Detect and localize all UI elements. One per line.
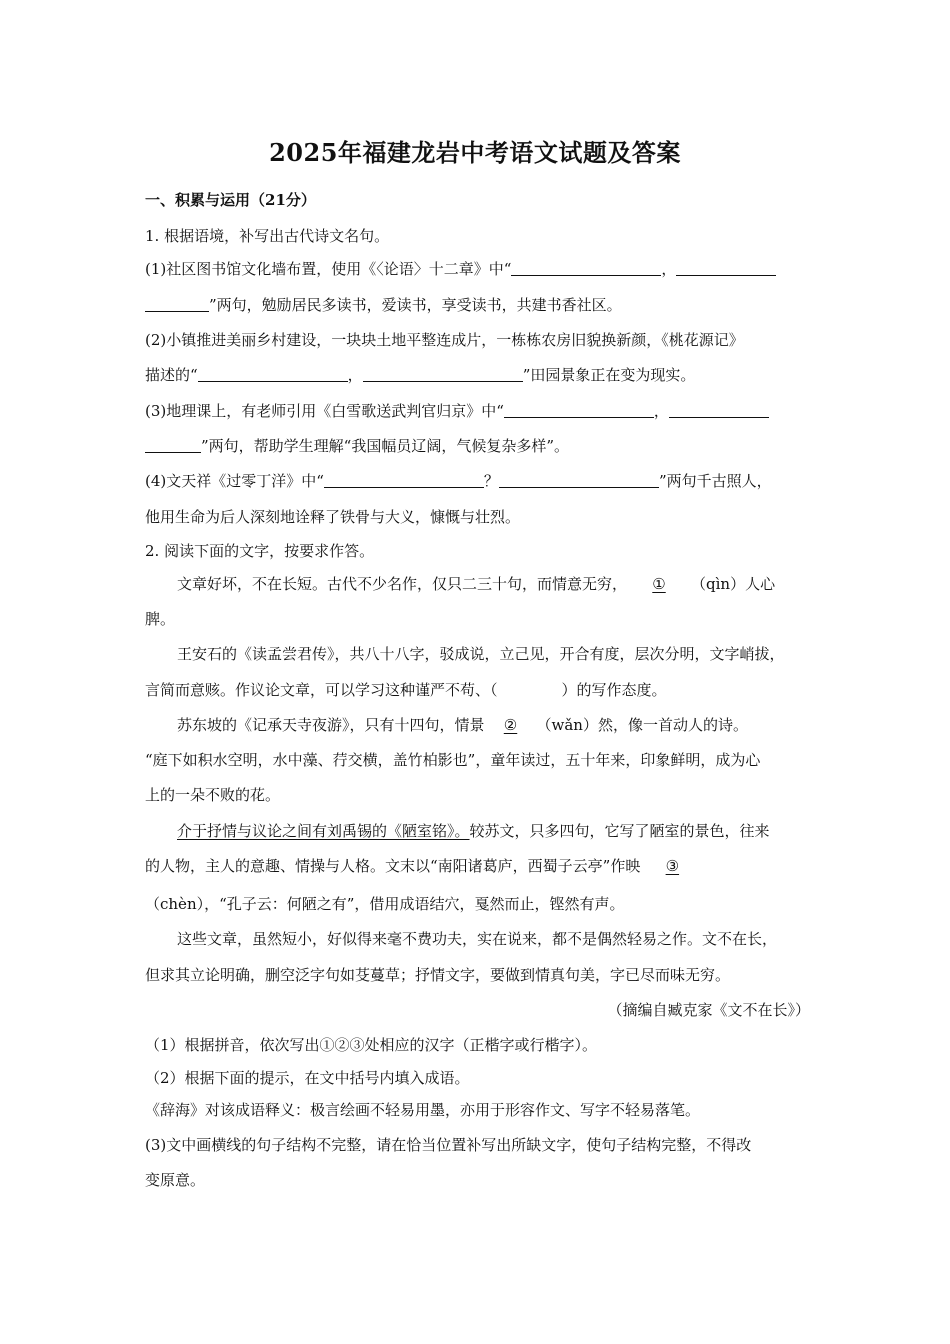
comma: ，	[653, 402, 669, 420]
comma: ，	[661, 260, 677, 278]
q1-item4-line1	[145, 470, 810, 492]
answer-blank[interactable]	[145, 295, 209, 312]
q2-sub3-line2: 变原意。	[145, 1171, 206, 1189]
q1-item3-text: (3)地理课上，有老师引用《白雪歌送武判官归京》中“	[145, 402, 504, 420]
question-mark: ？	[483, 472, 499, 490]
q2-stem: 2. 阅读下面的文字，按要求作答。	[145, 542, 375, 560]
blank-marker-2[interactable]: ②	[503, 716, 518, 734]
answer-blank[interactable]	[504, 401, 654, 418]
q2-sub3-line1: (3)文中画横线的句子结构不完整，请在恰当位置补写出所缺文字，使句子结构完整，不得改	[145, 1136, 752, 1154]
passage-text: 苏东坡的《记承天寺夜游》，只有十四句，情景	[177, 716, 485, 734]
q1-item3-line1	[145, 400, 810, 422]
answer-blank[interactable]	[499, 471, 659, 488]
passage-para4-line2	[145, 855, 810, 877]
blank-marker-1[interactable]: ①	[652, 575, 666, 593]
q1-item1-line2	[145, 294, 810, 316]
passage-para1-line2: 脾。	[145, 610, 176, 628]
answer-blank[interactable]	[511, 259, 661, 276]
answer-blank[interactable]	[145, 436, 201, 453]
passage-text: 文章好坏，不在长短。古代不少名作，仅只二三十句，而情意无穷，	[177, 575, 628, 593]
answer-blank[interactable]	[198, 365, 348, 382]
page-title: 2025年福建龙岩中考语文试题及答案	[269, 138, 681, 167]
underlined-sentence: 介于抒情与议论之间有刘禹锡的《陋室铭》。	[177, 822, 470, 840]
q1-item1-line1	[145, 258, 810, 280]
passage-text: 的人物，主人的意趣、情操与人格。文末以“南阳诸葛庐，西蜀子云亭”作映	[145, 857, 641, 875]
passage-para5-line1: 这些文章，虽然短小，好似得来毫不费功夫，实在说来，都不是偶然轻易之作。文不在长，	[177, 930, 778, 948]
section-heading: 一、积累与运用（21分）	[145, 191, 316, 209]
comma: ，	[347, 366, 363, 384]
q2-sub2-hint: 《辞海》对该成语释义：极言绘画不轻易用墨，亦用于形容作文、写字不轻易落笔。	[145, 1101, 701, 1119]
passage-para1-line1	[145, 573, 810, 595]
q1-item4-text-end: ”两句千古照人，	[658, 472, 772, 490]
q1-item1-text: (1)社区图书馆文化墙布置，使用《〈论语〉十二章》中“	[145, 260, 512, 278]
q1-item1-text-end: ”两句，勉励居民多读书，爱读书，享受读书，共建书香社区。	[209, 296, 622, 314]
passage-para2-line1: 王安石的《读孟尝君传》，共八十八字，驳成说，立己见，开合有度，层次分明，文字峭拔，	[177, 645, 785, 663]
passage-source: （摘编自臧克家《文不在长》）	[607, 1001, 810, 1019]
passage-text: ）的写作态度。	[561, 681, 667, 699]
passage-para3-line2: “庭下如积水空明，水中藻、荇交横，盖竹柏影也”，童年读过，五十年来，印象鲜明，成为心	[145, 751, 761, 769]
q1-item2-text-end: ”田园景象正在变为现实。	[522, 366, 696, 384]
q1-item2-text: 描述的“	[145, 366, 198, 384]
pinyin-hint: （qìn）人心	[691, 575, 776, 593]
q1-item3-line2	[145, 435, 810, 457]
answer-blank[interactable]	[324, 471, 484, 488]
q1-item2-line1: (2)小镇推进美丽乡村建设，一块块土地平整连成片，一栋栋农房旧貌换新颜，《桃花源记》	[145, 331, 744, 349]
answer-blank[interactable]	[669, 401, 769, 418]
q1-stem: 1. 根据语境，补写出古代诗文名句。	[145, 227, 390, 245]
passage-para3-line1	[145, 714, 810, 736]
passage-text: 言简而意赅。作议论文章，可以学习这种谨严不苟、（	[145, 681, 498, 699]
q2-sub1: （1）根据拼音，依次写出①②③处相应的汉字（正楷字或行楷字）。	[145, 1036, 598, 1054]
passage-para4-line1	[145, 820, 810, 842]
q1-item4-text: (4)文天祥《过零丁洋》中“	[145, 472, 324, 490]
answer-blank[interactable]	[676, 259, 776, 276]
q1-item3-text-end: ”两句，帮助学生理解“我国幅员辽阔，气候复杂多样”。	[201, 437, 570, 455]
q1-item2-line2	[145, 364, 810, 386]
passage-para4-line3: （chèn），“孔子云：何陋之有”，借用成语结穴，戛然而止，铿然有声。	[145, 895, 625, 913]
q1-item4-line2: 他用生命为后人深刻地诠释了铁骨与大义，慷慨与壮烈。	[145, 508, 521, 526]
blank-marker-3[interactable]: ③	[665, 857, 680, 875]
passage-para2-line2	[145, 679, 810, 701]
pinyin-hint: （wǎn）然，像一首动人的诗。	[536, 716, 748, 734]
passage-text: 较苏文，只多四句，它写了陋室的景色，往来	[469, 822, 770, 840]
passage-para5-line2: 但求其立论明确，删空泛字句如芟蔓草；抒情文字，要做到情真句美，字已尽而味无穷。	[145, 966, 731, 984]
q2-sub2: （2）根据下面的提示，在文中括号内填入成语。	[145, 1069, 470, 1087]
answer-blank[interactable]	[363, 365, 523, 382]
passage-para3-line3: 上的一朵不败的花。	[145, 786, 281, 804]
